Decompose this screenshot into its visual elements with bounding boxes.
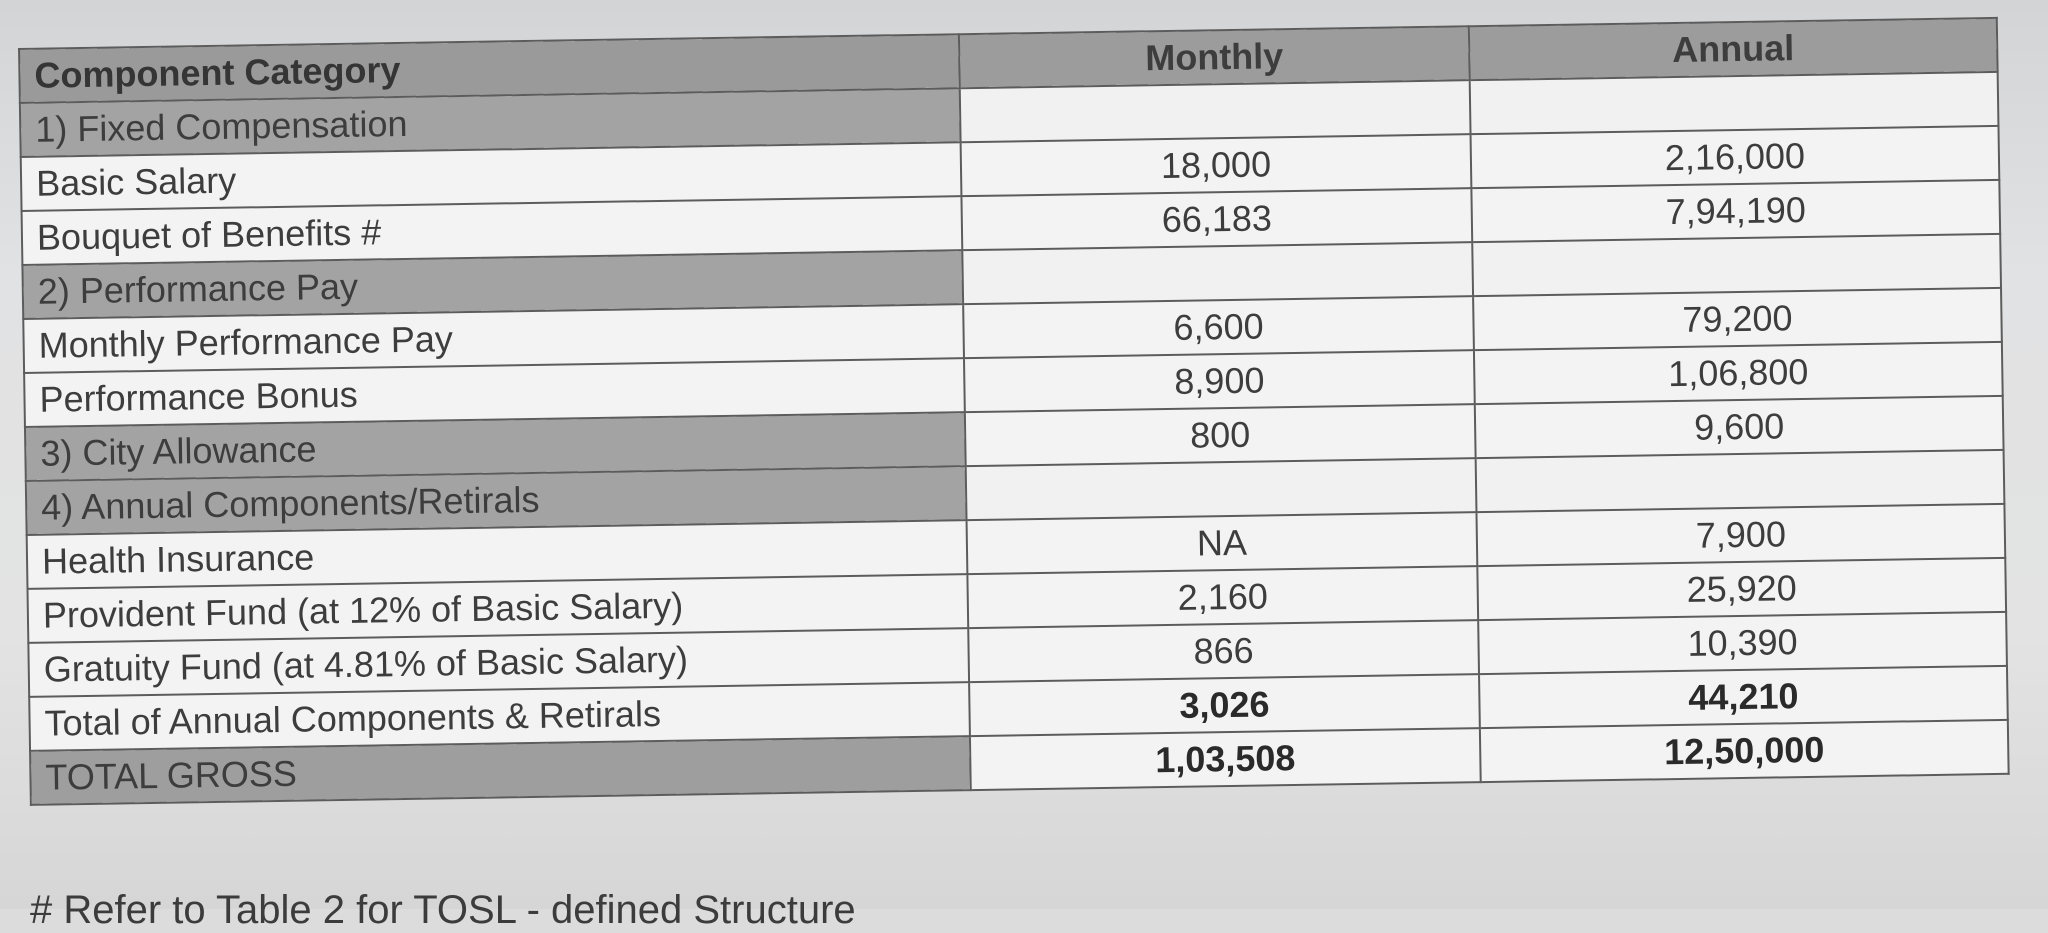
compensation-table — [18, 17, 2010, 806]
row-annual-value: 7,900 — [1476, 504, 2005, 566]
row-monthly-value: 8,900 — [964, 350, 1475, 412]
row-monthly-value: 18,000 — [961, 134, 1472, 196]
row-monthly-value: NA — [967, 512, 1478, 574]
row-monthly-value: 3,026 — [969, 674, 1480, 736]
row-annual-value: 44,210 — [1479, 666, 2008, 728]
row-annual-value: 10,390 — [1478, 612, 2007, 674]
row-category-label: TOTAL GROSS — [30, 736, 971, 805]
row-annual-value: 25,920 — [1477, 558, 2006, 620]
header-annual: Annual — [1469, 18, 1998, 80]
row-monthly-value: 866 — [968, 620, 1479, 682]
row-category-label: Bouquet of Benefits # — [22, 196, 963, 265]
header-component-category: Component Category — [19, 34, 960, 103]
row-monthly-value: 6,600 — [963, 296, 1474, 358]
compensation-sheet — [18, 17, 2008, 806]
row-monthly-value: 1,03,508 — [970, 728, 1481, 790]
row-category-label: Basic Salary — [21, 142, 962, 211]
row-annual-value: 12,50,000 — [1480, 720, 2009, 782]
row-monthly-value: 2,160 — [967, 566, 1478, 628]
row-category-label: Total of Annual Components & Retirals — [29, 682, 970, 751]
row-category-label: 4) Annual Components/Retirals — [26, 466, 967, 535]
row-annual-value: 79,200 — [1473, 288, 2002, 350]
row-annual-value — [1472, 234, 2001, 296]
row-monthly-value: 800 — [965, 404, 1476, 466]
row-monthly-value — [962, 242, 1473, 304]
header-monthly: Monthly — [959, 26, 1470, 88]
row-category-label: 2) Performance Pay — [22, 250, 963, 319]
row-category-label: Monthly Performance Pay — [23, 304, 964, 373]
row-category-label: Health Insurance — [27, 520, 968, 589]
row-annual-value: 7,94,190 — [1471, 180, 2000, 242]
row-annual-value — [1470, 72, 1999, 134]
row-annual-value: 9,600 — [1475, 396, 2004, 458]
row-category-label: 1) Fixed Compensation — [20, 88, 961, 157]
row-category-label: Performance Bonus — [24, 358, 965, 427]
row-category-label: Provident Fund (at 12% of Basic Salary) — [27, 574, 968, 643]
row-monthly-value — [966, 458, 1477, 520]
row-annual-value — [1476, 450, 2005, 512]
row-monthly-value: 66,183 — [961, 188, 1472, 250]
footer-note: # Refer to Table 2 for TOSL - defined Structure — [30, 888, 856, 932]
row-monthly-value — [960, 80, 1471, 142]
row-annual-value: 2,16,000 — [1471, 126, 2000, 188]
row-category-label: 3) City Allowance — [25, 412, 966, 481]
row-annual-value: 1,06,800 — [1474, 342, 2003, 404]
row-category-label: Gratuity Fund (at 4.81% of Basic Salary) — [28, 628, 969, 697]
